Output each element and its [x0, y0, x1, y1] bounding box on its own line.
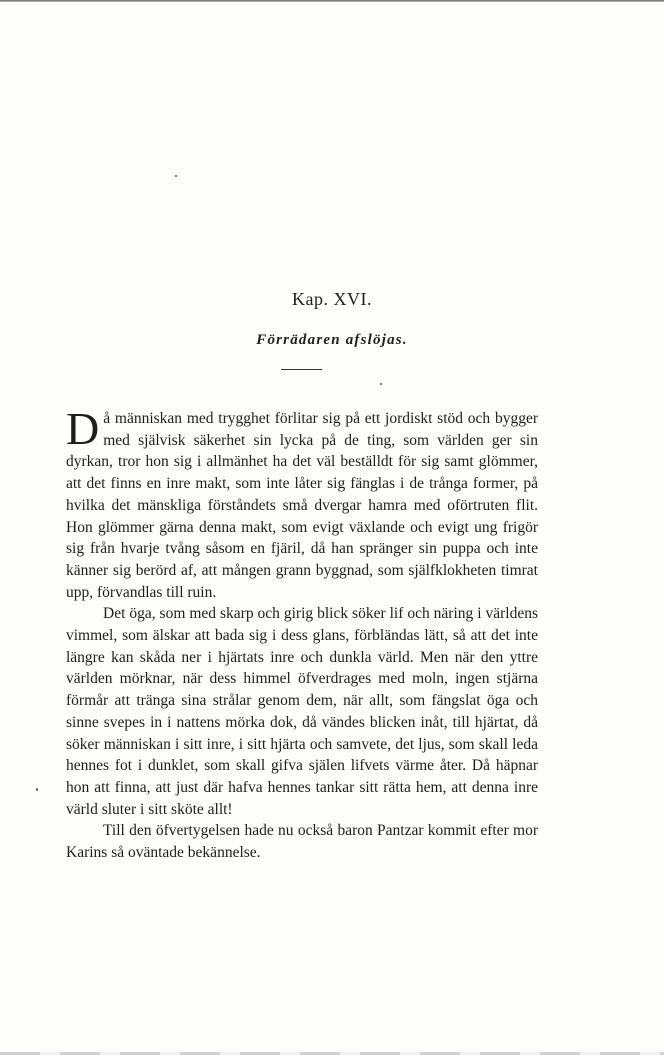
paragraph-2: Det öga, som med skarp och girig blick söker lif och näring i världens vimmel, som älskar att bada sig i dess glans, förbländas lätt, så att det inte längre kan skåda ner i hjärtats inre och dunkla värld. Men när den yttre världen mörknar, när dess himmel öfverdrages med moln, ingen stjärna förmår att tränga sina strålar genom dem, när allt, som fängslat öga och sinne svepes in i nattens mörka dok, då vändes blicken inåt, till hjärtat, då söker människan i sitt inre, i sitt hjärta och samvete, det ljus, som skall leda hennes fot i dunklet, som skall gifva själen lifvets värme åter. Då häpnar hon att finna, att just där hafva hennes tankar sitt rätta hem, att denna inre värld sluter i sitt sköte allt!	[66, 605, 538, 818]
paragraph-3: Till den öfvertygelsen hade nu också baron Pantzar kommit efter mor Karins så oväntade bekännelse.	[66, 822, 538, 862]
drop-cap: D	[66, 403, 100, 454]
title-divider	[281, 369, 322, 370]
chapter-heading: Kap. XVI.	[292, 289, 372, 309]
paper-speck	[36, 788, 38, 791]
chapter-title: Förrädaren afslöjas.	[256, 332, 408, 348]
paragraph-1-text: å människan med trygghet förlitar sig på ett jordiskt stöd och bygger med självisk säkerhet sin lycka på de ting, som världen ger sin dyrkan, tror hon sig i allmänhet ha det väl beställdt för sig samt glömmer, att det finns en inre makt, som inte låter sig fänglas i de trånga former, på hvilka det mänskliga förståndets små dvergar hamra med oförtruten flit. Hon glömmer gärna denna makt, som evigt växlande och evigt ung frigör sig från hvarje tvång såsom en fjäril, då han spränger sin puppa och inte känner sig berörd af, att mången grann byggnad, som själfklokheten timrat upp, förvandlas till ruin.	[66, 410, 538, 601]
paper-speck	[380, 383, 382, 385]
page-top-edge	[0, 0, 664, 2]
paragraph-1	[66, 403, 538, 603]
body-text	[66, 403, 538, 864]
paper-speck	[175, 175, 177, 177]
